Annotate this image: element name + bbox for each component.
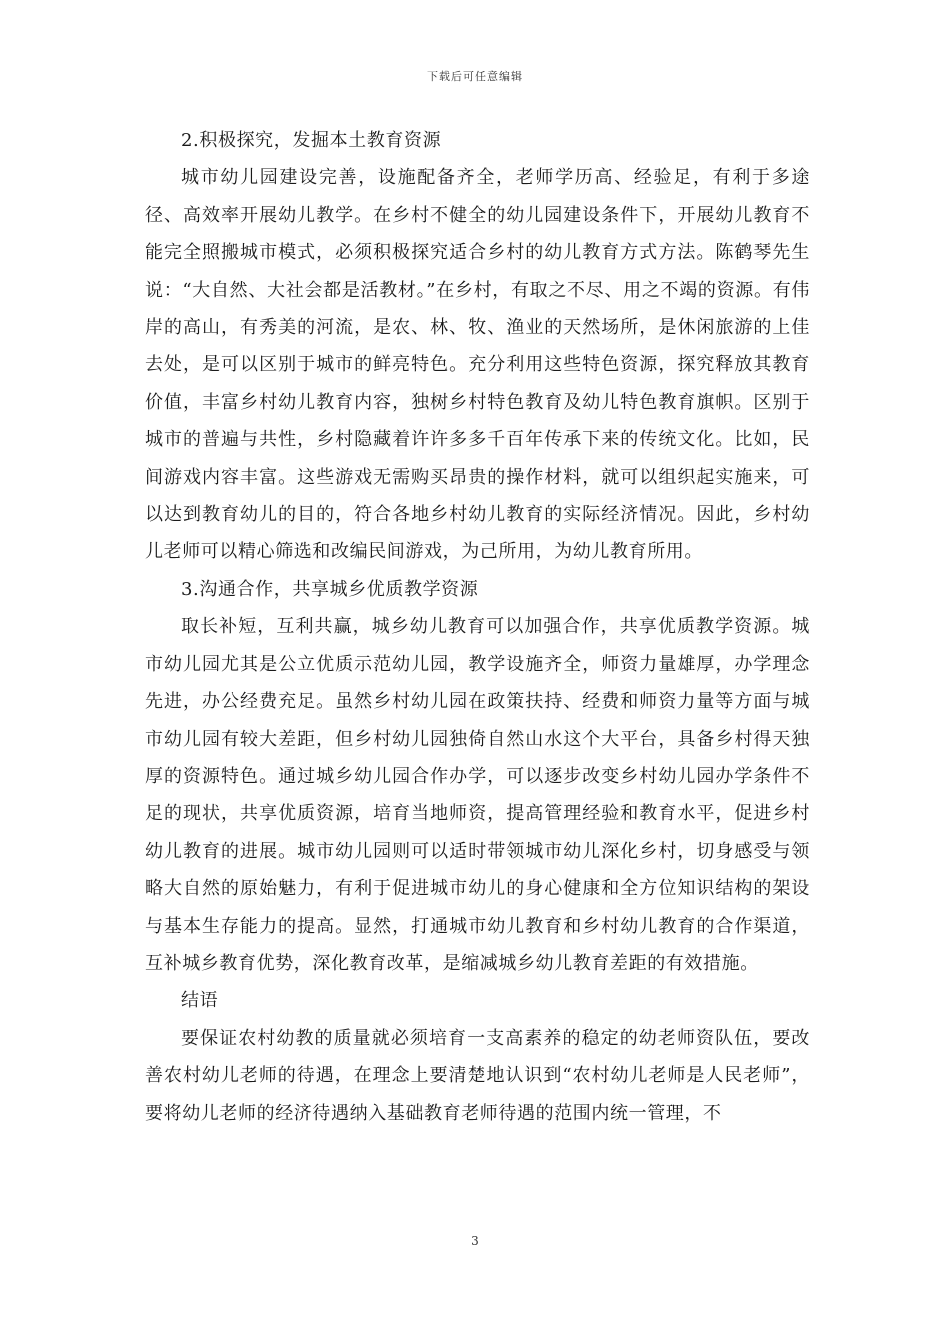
conclusion-heading: 结语	[181, 990, 219, 1012]
section-heading-3: 3.沟通合作，共享城乡优质教学资源	[181, 578, 479, 600]
page-number: 3	[471, 1234, 479, 1248]
section-paragraph-2: 城市幼儿园建设完善，设施配备齐全，老师学历高、经验足，有利于多途径、高效率开展幼儿教学。在乡村不健全的幼儿园建设条件下，开展幼儿教育不能完全照搬城市模式，必须积极探究适合乡村的幼儿教育方式方法。陈鹤琴先生说：“大自然、大社会都是活教材。”在乡村，有取之不尽、用之不竭的资源。有伟岸的高山，有秀美的河流，是农、林、牧、渔业的天然场所，是休闲旅游的上佳去处，是可以区别于城市的鲜亮特色。充分利用这些特色资源，探究释放其教育价值，丰富乡村幼儿教育内容，独树乡村特色教育及幼儿特色教育旗帜。区别于城市的普遍与共性，乡村隐藏着许许多多千百年传承下来的传统文化。比如，民间游戏内容丰富。这些游戏无需购买昂贵的操作材料，就可以组织起实施来，可以达到教育幼儿的目的，符合各地乡村幼儿教育的实际经济情况。因此，乡村幼儿老师可以精心筛选和改编民间游戏，为己所用，为幼儿教育所用。	[145, 167, 810, 563]
section-paragraph-3: 取长补短，互利共赢，城乡幼儿教育可以加强合作，共享优质教学资源。城市幼儿园尤其是公立优质示范幼儿园，教学设施齐全，师资力量雄厚，办学理念先进，办公经费充足。虽然乡村幼儿园在政策扶持、经费和师资力量等方面与城市幼儿园有较大差距，但乡村幼儿园独倚自然山水这个大平台，具备乡村得天独厚的资源特色。通过城乡幼儿园合作办学，可以逐步改变乡村幼儿园办学条件不足的现状，共享优质资源，培育当地师资，提高管理经验和教育水平，促进乡村幼儿教育的进展。城市幼儿园则可以适时带领城市幼儿深化乡村，切身感受与领略大自然的原始魅力，有利于促进城市幼儿的身心健康和全方位知识结构的架设与基本生存能力的提高。显然，打通城市幼儿教育和乡村幼儿教育的合作渠道，互补城乡教育优势，深化教育改革，是缩减城乡幼儿教育差距的有效措施。	[145, 616, 810, 974]
page-header: 下载后可任意编辑	[427, 70, 523, 83]
conclusion-paragraph: 要保证农村幼教的质量就必须培育一支高素养的稳定的幼老师资队伍，要改善农村幼儿老师的待遇，在理念上要清楚地认识到“农村幼儿老师是人民老师”，要将幼儿老师的经济待遇纳入基础教育老师待遇的范围内统一管理，不	[145, 1027, 810, 1124]
document-body	[145, 122, 810, 1132]
section-heading-2: 2.积极探究，发掘本土教育资源	[181, 130, 442, 151]
